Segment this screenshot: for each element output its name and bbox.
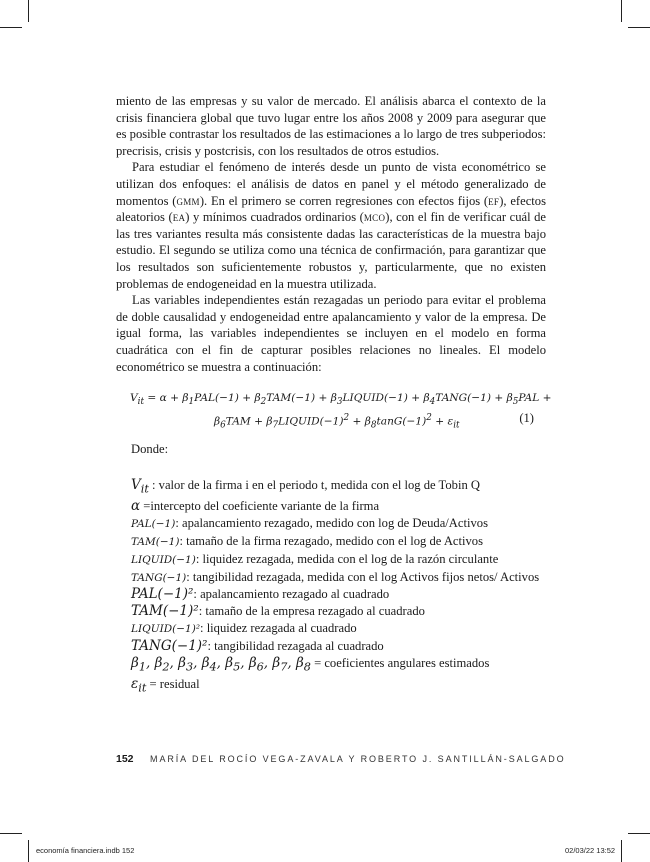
text-run: Las variables independientes están rezagadas un periodo para evitar el problema de doble causalidad y endogeneidad entre apalancamiento y valor de la empresa. De igual forma, las variables independientes se incluyen en el modelo en forma cuadrática con el fin de capturar posibles relaciones no lineales. El modelo econométrico se muestra a continuación:: [116, 293, 546, 374]
definition-item: [131, 498, 551, 515]
page-footer: [116, 753, 566, 765]
definition-separator: :: [195, 551, 203, 566]
definition-separator: =: [146, 677, 160, 692]
text-run: Para estudiar el fenómeno de interés desde un punto de vista econométrico se utilizan dos enfoques: el análisis de datos en panel y el método generalizado de momentos (: [116, 160, 546, 208]
variable-symbol: LIQUID(−1)²: [131, 623, 201, 636]
definition-separator: =: [310, 655, 325, 670]
variable-symbol: $V_{it}$: [131, 477, 149, 496]
variable-symbol: $\beta_1$, $\beta_2$, $\beta_3$, $\beta_4$, $\beta_5$, $\beta_6$, $\beta_7$, $\beta_8$: [131, 654, 311, 674]
definition-separator: :: [200, 621, 207, 636]
variable-symbol: α: [131, 498, 141, 515]
definition-separator: :: [148, 478, 159, 492]
slug-datetime: 02/03/22 13:52: [565, 846, 616, 855]
definition-separator: :: [193, 587, 201, 602]
crop-mark: [621, 840, 622, 862]
variable-symbol: LIQUID(−1): [131, 553, 196, 566]
variable-symbol: TAM(−1)²: [131, 603, 199, 620]
variable-symbol: TANG(−1): [131, 571, 187, 584]
definition-text: coeficientes angulares estimados: [324, 655, 490, 670]
definition-text: apalancamiento rezagado al cuadrado: [200, 587, 390, 602]
equation-line-1: $V_{it} = \alpha + \beta_1PAL(-1) + \beta_2TAM(-1)$ + $\beta_3LIQUID(-1)$ + $\beta_4TANG(-1) + \beta_5PAL$ +: [130, 392, 552, 408]
definition-item: [131, 515, 551, 533]
variable-symbol: PAL(−1)²: [131, 586, 194, 603]
running-footer-authors: MARÍA DEL ROCÍO VEGA-ZAVALA Y ROBERTO J. SANTILLÁN-SALGADO: [150, 754, 566, 764]
text-run: ) y mínimos cuadrados ordinarios (: [185, 210, 364, 225]
definition-separator: :: [198, 604, 206, 619]
crop-mark: [628, 27, 650, 28]
definition-text: intercepto del coeficiente variante de la firma: [150, 499, 380, 514]
equation-number: (1): [519, 411, 534, 426]
equation-1: [130, 390, 552, 434]
variable-definitions: [131, 477, 551, 698]
text-run: ). En el primero se corren regresiones con efectos fijos (: [199, 193, 489, 208]
donde-label: Donde:: [131, 442, 169, 456]
definition-separator: :: [179, 534, 187, 549]
definition-text: tamaño de la firma rezagado, medido con el log de Activos: [186, 534, 483, 549]
abbreviation: mco: [363, 210, 386, 225]
definition-item: [131, 586, 551, 603]
abbreviation: ea: [172, 210, 186, 225]
abbreviation: ef: [488, 193, 500, 208]
definition-text: residual: [159, 677, 200, 692]
crop-mark: [0, 833, 22, 834]
definition-text: liquidez rezagada al cuadrado: [206, 621, 357, 636]
crop-mark: [28, 840, 29, 862]
text-run: ), con el fin de verificar cuál de las tres variantes resulta más consistente dadas las características de la muestra bajo estudio. El segundo se utiliza como una técnica de confirmación, para garantizar que los resultados son suficientemente robustos y, particularmente, que no existen problemas de endogeneidad en la muestra utilizada.: [116, 210, 546, 291]
crop-mark: [0, 27, 22, 28]
definition-item: [131, 676, 551, 697]
text-run: ), efectos aleatorios (: [116, 193, 546, 225]
definition-separator: :: [186, 569, 193, 584]
equation-line-2: $\beta_6TAM$ + $\beta_7LIQUID(-1)^2 + \beta_8\tan G(-1)^2 + \varepsilon_{it}$ (1): [214, 411, 534, 431]
crop-mark: [621, 0, 622, 22]
definition-item: [131, 638, 551, 655]
paragraph: [116, 159, 546, 292]
definition-item: [131, 533, 551, 551]
page-number: 152: [116, 753, 134, 765]
crop-mark: [628, 833, 650, 834]
definition-text: tangibilidad rezagada, medida con el log Activos fijos netos/ Activos: [192, 569, 540, 584]
body-text: [116, 93, 546, 375]
crop-mark: [28, 0, 29, 22]
definition-item: [131, 551, 551, 569]
variable-symbol: PAL(−1): [131, 518, 176, 531]
definition-text: apalancamiento rezagado, medido con log de Deuda/Activos: [181, 516, 488, 531]
abbreviation: gmm: [176, 193, 200, 208]
definition-text: liquidez rezagada, medida con el log de la razón circulante: [202, 551, 499, 566]
definition-item: [131, 477, 551, 498]
paragraph: [116, 93, 546, 159]
slug-file: economía financiera.indb 152: [36, 846, 135, 855]
definition-separator: :: [175, 516, 182, 531]
variable-symbol: TANG(−1)²: [131, 637, 208, 654]
definition-text: tangibilidad rezagada al cuadrado: [214, 638, 384, 653]
variable-symbol: TAM(−1): [131, 536, 180, 549]
paragraph: [116, 292, 546, 375]
definition-item: [131, 569, 551, 587]
definition-separator: =: [140, 499, 151, 514]
definition-item: [131, 620, 551, 638]
definition-text: tamaño de la empresa rezagado al cuadrado: [205, 604, 425, 619]
definition-item: [131, 655, 551, 676]
variable-symbol: $\varepsilon_{it}$: [131, 676, 147, 695]
definition-text: valor de la firma i en el periodo t, medida con el log de Tobin Q: [158, 478, 481, 492]
definition-separator: :: [207, 638, 215, 653]
definition-item: [131, 603, 551, 620]
text-run: miento de las empresas y su valor de mercado. El análisis abarca el contexto de la crisis financiera global que tuvo lugar entre los años 2008 y 2009 para asegurar que es posible contrastar los resultados de las estimaciones a lo largo de tres subperiodos: precrisis, crisis y postcrisis, con los resultados de otros estudios.: [116, 94, 546, 158]
